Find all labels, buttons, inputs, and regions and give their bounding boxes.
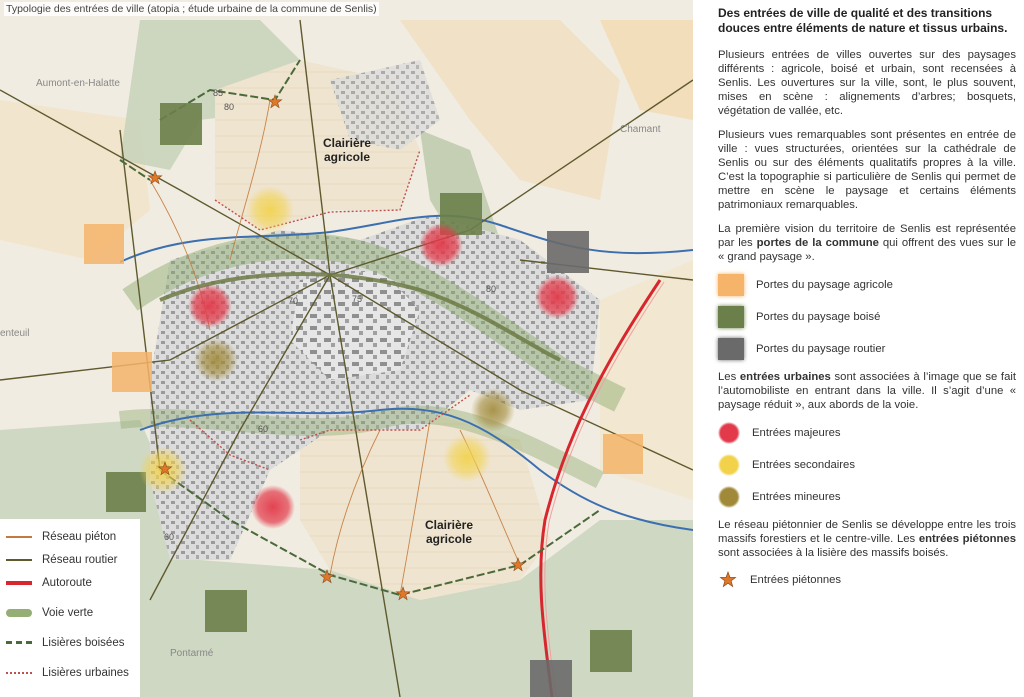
legend-label: Autoroute: [42, 577, 92, 589]
elevation-label: 80: [486, 284, 497, 294]
map-title: Typologie des entrées de ville (atopia ; étude urbaine de la commune de Senlis): [6, 3, 377, 15]
legend-item-portes-routier: [718, 338, 1016, 360]
legend-label: Entrées majeures: [752, 427, 841, 439]
legend-label: Portes du paysage routier: [756, 343, 886, 355]
legend-label: Réseau piéton: [42, 531, 117, 543]
paragraph-pietons: [718, 518, 1016, 560]
legend-item-entrees-secondaires: [718, 454, 1016, 476]
zone-label-clairiere-south: Clairière agricole: [424, 518, 474, 546]
swatch-agricole: [718, 274, 744, 296]
legend-item-autoroute: [6, 577, 92, 589]
paragraph-intro: Plusieurs entrées de villes ouvertes sur des paysages différents : agricole, boisé et urbain, sont recensées à Senlis. Les ouvertures sur la ville, sont, le plus souvent, mises en scène : alignements d’arbres; bosquets, végétation de vallée, etc.: [718, 49, 1016, 117]
paragraph-portes: [718, 222, 1016, 264]
elevation-label: 70: [288, 296, 299, 306]
legend-symbol-dashed: [6, 638, 32, 648]
legend-label: Entrées piétonnes: [750, 574, 842, 586]
place-label-aumont: Aumont-en-Halatte: [36, 78, 120, 89]
place-label-west: enteuil: [0, 328, 30, 339]
swatch-mineures: [718, 486, 740, 508]
place-label-pontarme: Pontarmé: [170, 648, 214, 659]
legend-item-portes-boise: [718, 306, 1016, 328]
legend-symbol-dotted: [6, 668, 32, 678]
place-label-chamant: Chamant: [620, 124, 661, 135]
text-fragment: Les: [718, 371, 740, 383]
legend-label: Réseau routier: [42, 554, 118, 566]
legend-label: Portes du paysage boisé: [756, 311, 881, 323]
elevation-label: 85: [213, 88, 224, 98]
legend-item-entrees-pietonnes: [718, 570, 1016, 590]
zone-label-clairiere-north: Clairière agricole: [322, 136, 372, 164]
text-fragment: La première vision du territoire de Senlis est représentée par les: [718, 223, 1016, 249]
swatch-routier: [718, 338, 744, 360]
legend-symbol-line: [6, 555, 32, 565]
legend-symbol-fuzzy: [6, 608, 32, 618]
panel-heading: Des entrées de ville de qualité et des transitions douces entre éléments de nature et tissus urbains.: [718, 6, 1008, 35]
legend-label: Voie verte: [42, 607, 94, 619]
text-emphasis: entrées piétonnes: [918, 533, 1016, 545]
legend-item-entrees-majeures: [718, 422, 1016, 444]
star-icon: [718, 570, 738, 590]
legend-label: Entrées secondaires: [752, 459, 855, 471]
swatch-majeures: [718, 422, 740, 444]
elevation-label: 75: [352, 294, 363, 304]
elevation-label: 60: [164, 532, 175, 542]
swatch-secondaires: [718, 454, 740, 476]
map-legend: [0, 519, 140, 697]
elevation-label: 80: [224, 102, 235, 112]
elevation-label: 60: [258, 424, 269, 434]
legend-label: Lisières urbaines: [42, 667, 129, 679]
legend-item-reseau-pieton: [6, 531, 116, 543]
description-panel: [718, 6, 1016, 600]
legend-item-lisieres-boisees: [6, 637, 124, 649]
legend-item-voie-verte: [6, 607, 93, 619]
legend-item-entrees-mineures: [718, 486, 1016, 508]
legend-label: Lisières boisées: [42, 637, 125, 649]
text-fragment: sont associées à la lisière des massifs boisés.: [718, 547, 949, 559]
legend-label: Entrées mineures: [752, 491, 841, 503]
paragraph-entrees-urbaines: [718, 370, 1016, 412]
paragraph-vues: Plusieurs vues remarquables sont présentes en entrée de ville : vues structurées, orientées sur la cathédrale de Senlis ou sur des éléments qualitatifs propres à la ville. C’est la topographie si particulière de Senlis qui permet de mettre en scène le paysage et certains éléments patrimoniaux remarquables.: [718, 129, 1016, 211]
legend-symbol-thick-line: [6, 578, 32, 588]
legend-label: Portes du paysage agricole: [756, 279, 893, 291]
legend-item-lisieres-urbaines: [6, 667, 129, 679]
text-fragment: qui offrent des vues sur le « grand paysage ».: [718, 237, 1017, 263]
text-emphasis: entrées urbaines: [739, 371, 831, 383]
text-emphasis: portes de la commune: [756, 237, 879, 249]
legend-item-reseau-routier: [6, 554, 117, 566]
swatch-boise: [718, 306, 744, 328]
text-fragment: sont associées à l’image que se fait l’automobiliste en entrant dans la ville. Il s’agit d’une « paysage réduit », aux abords de la voie.: [718, 371, 1017, 411]
legend-symbol-line: [6, 532, 32, 542]
text-fragment: Le réseau piétonnier de Senlis se développe entre les trois massifs forestiers et le centre-ville. Les: [718, 519, 1016, 545]
legend-item-portes-agricole: [718, 274, 1016, 296]
